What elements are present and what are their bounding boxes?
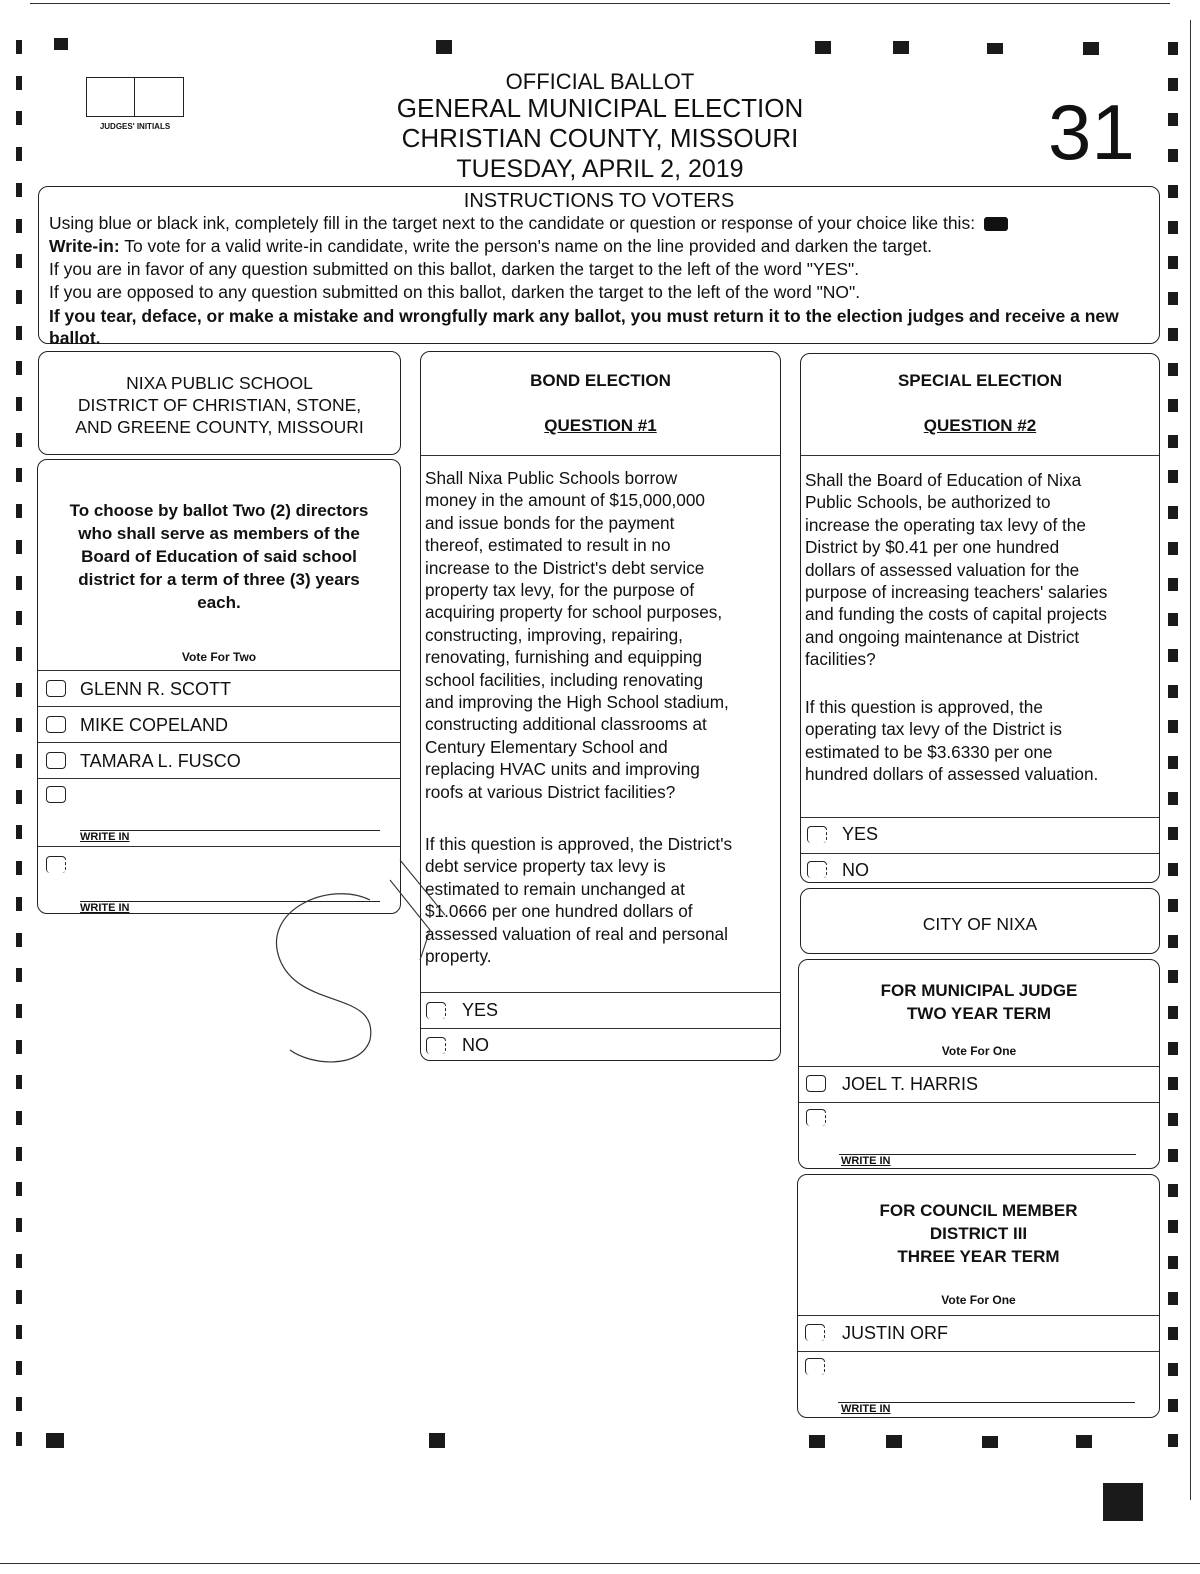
question-text-line: and funding the costs of capital projects [805,604,1107,625]
timing-mark [1168,970,1178,983]
timing-mark [1168,1327,1178,1340]
timing-mark [16,468,22,482]
judges-initials-box[interactable] [86,77,184,117]
vote-target[interactable] [46,716,66,733]
instructions-title: INSTRUCTIONS TO VOTERS [463,190,735,212]
header-line-4: TUESDAY, APRIL 2, 2019 [456,155,744,183]
header-line-1: OFFICIAL BALLOT [505,69,695,94]
timing-mark [1168,863,1178,876]
candidate-row[interactable] [38,742,400,778]
question-text-line: assessed valuation of real and personal [425,923,728,944]
question-text-line: hundred dollars of assessed valuation. [805,764,1099,785]
yes-label: YES [842,824,879,844]
timing-mark [16,361,22,375]
page-border-top [30,3,1170,4]
timing-mark [16,397,22,411]
special-election-contest [800,353,1160,883]
timing-mark [1168,1006,1178,1019]
timing-mark [16,111,22,125]
council-member-title: FOR COUNCIL MEMBER DISTRICT III THREE YEAR TERM [879,1201,1078,1266]
timing-mark [16,861,22,875]
timing-mark [1168,578,1178,591]
instructions-line-4: If you are opposed to any question submitted on this ballot, darken the target to the left of the word "NO". [49,282,861,302]
write-in-label: WRITE IN [80,831,130,843]
bottom-timing-mark [429,1433,445,1448]
vote-target[interactable] [46,786,66,803]
timing-mark [16,540,22,554]
timing-mark [1168,827,1178,840]
timing-mark [1168,685,1178,698]
timing-mark [16,504,22,518]
question-2-label: QUESTION #2 [923,416,1037,435]
vote-for-one: Vote For One [941,1044,1017,1058]
special-election-title: SPECIAL ELECTION [897,371,1063,390]
vote-target[interactable] [46,856,66,873]
question-text-line: estimated to remain unchanged at [425,878,685,899]
write-in-label: WRITE IN [841,1403,891,1415]
filled-target-example [984,217,1008,231]
timing-mark [16,897,22,911]
bottom-timing-mark [809,1435,825,1448]
question-text-line: money in the amount of $15,000,000 [425,490,705,511]
ballot-title [330,70,870,185]
timing-mark [16,76,22,90]
question-1-divider [421,455,780,456]
top-timing-mark [54,38,68,50]
yes-row[interactable] [801,817,1159,853]
timing-mark [1168,221,1178,234]
timing-mark [1168,1113,1178,1126]
vote-target[interactable] [46,680,66,697]
candidate-name: JUSTIN ORF [842,1323,948,1343]
timing-mark [16,1254,22,1268]
vote-for-two: Vote For Two [181,650,257,664]
question-text-line: and ongoing maintenance at District [805,626,1080,647]
timing-mark [1168,1256,1178,1269]
bottom-timing-mark [982,1436,998,1448]
top-timing-mark [893,41,909,54]
timing-mark [1168,256,1178,269]
municipal-judge-title: FOR MUNICIPAL JUDGE TWO YEAR TERM [880,981,1078,1023]
candidate-name: GLENN R. SCOTT [80,679,232,699]
question-text-line: operating tax levy of the District is [805,719,1062,740]
bond-election-title: BOND ELECTION [530,371,671,390]
timing-mark [16,433,22,447]
timing-mark [16,968,22,982]
timing-mark [16,1397,22,1411]
timing-mark [1168,1363,1178,1376]
top-timing-mark [987,43,1003,54]
timing-mark [16,647,22,661]
no-row[interactable] [801,853,1159,883]
timing-mark [1168,470,1178,483]
timing-mark [1168,506,1178,519]
question-text-line: constructing additional classrooms at [425,714,707,735]
timing-mark [1168,1042,1178,1055]
timing-mark [16,219,22,233]
timing-mark [16,754,22,768]
judges-initials-label: JUDGES' INITIALS [99,122,171,131]
question-text-line: replacing HVAC units and improving [425,759,700,780]
question-2-divider [801,455,1159,456]
timing-mark [16,1325,22,1339]
timing-mark [16,1111,22,1125]
timing-mark [1168,363,1178,376]
timing-mark [1168,756,1178,769]
timing-mark [16,825,22,839]
timing-mark [16,183,22,197]
question-text-line: estimated to be $3.6330 per one [805,741,1053,762]
timing-mark [1168,542,1178,555]
timing-mark [16,611,22,625]
candidate-row[interactable] [798,1315,1159,1351]
timing-mark [1168,78,1178,91]
timing-mark [1168,1184,1178,1197]
question-text-line: purpose of increasing teachers' salaries [805,582,1108,603]
question-text-line: Public Schools, be authorized to [805,492,1051,513]
no-label: NO [842,860,869,880]
instructions-line-1: Using blue or black ink, completely fill in the target next to the candidate or question or response of your choice like this: [49,213,1008,234]
question-text-line: increase to the District's debt service [425,557,705,578]
judges-initials-divider [134,78,135,116]
timing-mark [1168,613,1178,626]
question-text-line: District by $0.41 per one hundred [805,537,1060,558]
timing-mark [1168,1077,1178,1090]
no-label: NO [462,1035,489,1055]
question-text-line: property tax levy, for the purpose of [425,580,695,601]
timing-mark [16,683,22,697]
question-2-approval-text [805,696,1098,786]
timing-mark [1168,1434,1178,1447]
timing-mark [16,790,22,804]
timing-mark [1168,113,1178,126]
question-text-line: renovating, furnishing and equipping [425,647,703,668]
write-in-row[interactable] [798,1351,1159,1417]
timing-mark [1168,149,1178,162]
top-timing-mark [1083,42,1099,55]
timing-mark [16,1432,22,1446]
page-border-right [1190,20,1191,1500]
sample-watermark [220,820,840,1080]
timing-mark [16,718,22,732]
question-text-line: Century Elementary School and [425,736,668,757]
timing-mark [16,326,22,340]
vote-target[interactable] [805,1358,825,1375]
timing-mark [1168,328,1178,341]
instructions-box [38,186,1160,348]
header-line-3: CHRISTIAN COUNTY, MISSOURI [401,123,799,153]
timing-mark [1168,720,1178,733]
question-text-line: school facilities, including renovating [425,669,704,690]
timing-mark [1168,935,1178,948]
question-text-line: constructing, improving, repairing, [425,624,683,645]
question-text-line: If this question is approved, the District's [425,834,733,854]
question-text-line: If this question is approved, the [805,697,1043,717]
vote-target[interactable] [46,752,66,769]
timing-mark [16,1040,22,1054]
vote-for-one: Vote For One [941,1293,1016,1307]
municipal-judge-contest [798,959,1160,1169]
question-text-line: dollars of assessed valuation for the [805,559,1080,580]
question-text-line: facilities? [805,649,876,670]
write-in-label: WRITE IN [841,1155,891,1167]
timing-mark [16,290,22,304]
question-1-text [425,467,729,803]
director-contest-description: To choose by ballot Two (2) directors who shall serve as members of the Board of Education of said school district for a term of three (3) years each. [69,501,369,612]
school-district-header-box [38,351,401,455]
instructions-line-5: If you tear, deface, or make a mistake and wrongfully mark any ballot, you must return it to the election judges and receive a new ballot. [49,306,1119,348]
timing-mark [16,1290,22,1304]
school-district-title: NIXA PUBLIC SCHOOL DISTRICT OF CHRISTIAN, STONE, AND GREENE COUNTY, MISSOURI [75,373,364,437]
instructions-line-2: Write-in: To vote for a valid write-in candidate, write the person's name on the line provided and darken the target. [49,236,933,256]
timing-mark [16,1218,22,1232]
city-of-nixa-title: CITY OF NIXA [922,914,1038,934]
timing-mark [1168,292,1178,305]
council-member-contest [797,1174,1160,1418]
page-border-bottom [0,1563,1200,1564]
question-text-line: Shall Nixa Public Schools borrow [425,468,678,488]
candidate-name: JOEL T. HARRIS [842,1074,979,1094]
timing-mark [1168,1292,1178,1305]
header-line-2: GENERAL MUNICIPAL ELECTION [396,93,804,123]
candidate-row[interactable] [38,706,400,742]
question-text-line: property. [425,946,492,967]
top-timing-mark [815,41,831,54]
timing-mark [1168,1399,1178,1412]
vote-target[interactable] [806,1109,826,1126]
write-in-label: WRITE IN [80,902,130,914]
ballot-style-number: 31 [1048,88,1135,176]
timing-mark [16,933,22,947]
timing-mark [16,254,22,268]
question-text-line: and improving the High School stadium, [425,692,729,713]
question-text-line: debt service property tax levy is [425,856,666,877]
vote-target[interactable] [805,1324,825,1341]
timing-mark [1168,435,1178,448]
top-timing-mark [436,40,452,54]
timing-mark [1168,649,1178,662]
timing-mark [16,1147,22,1161]
instructions-line-3: If you are in favor of any question submitted on this ballot, darken the target to the left of the word "YES". [49,259,860,279]
timing-mark [16,576,22,590]
city-of-nixa-header [800,888,1160,954]
yes-label: YES [462,1000,499,1020]
timing-mark [1168,899,1178,912]
candidate-name: MIKE COPELAND [80,715,229,735]
question-text-line: thereof, estimated to result in no [425,535,671,556]
question-text-line: $1.0666 per one hundred dollars of [425,901,693,922]
question-2-text [805,469,1107,671]
timing-mark [1168,42,1178,55]
timing-mark [16,1361,22,1375]
bottom-timing-mark [886,1435,902,1448]
timing-mark [16,1182,22,1196]
timing-mark [16,147,22,161]
timing-mark [16,40,22,54]
question-1-label: QUESTION #1 [544,416,657,435]
timing-mark [16,1004,22,1018]
timing-mark [16,1075,22,1089]
bottom-timing-mark [1103,1483,1143,1521]
candidate-row[interactable] [38,670,400,706]
candidate-name: TAMARA L. FUSCO [80,751,241,771]
candidate-row[interactable] [799,1066,1159,1102]
question-text-line: Shall the Board of Education of Nixa [805,470,1082,490]
timing-mark [1168,792,1178,805]
question-text-line: increase the operating tax levy of the [805,514,1086,535]
bottom-timing-mark [1076,1435,1092,1448]
timing-mark [1168,399,1178,412]
question-text-line: acquiring property for school purposes, [425,602,723,623]
timing-mark [1168,1149,1178,1162]
question-text-line: and issue bonds for the payment [425,512,675,533]
timing-mark [1168,185,1178,198]
question-text-line: roofs at various District facilities? [425,781,676,802]
bottom-timing-mark [46,1433,64,1448]
timing-mark [1168,1220,1178,1233]
write-in-row[interactable] [799,1102,1159,1168]
